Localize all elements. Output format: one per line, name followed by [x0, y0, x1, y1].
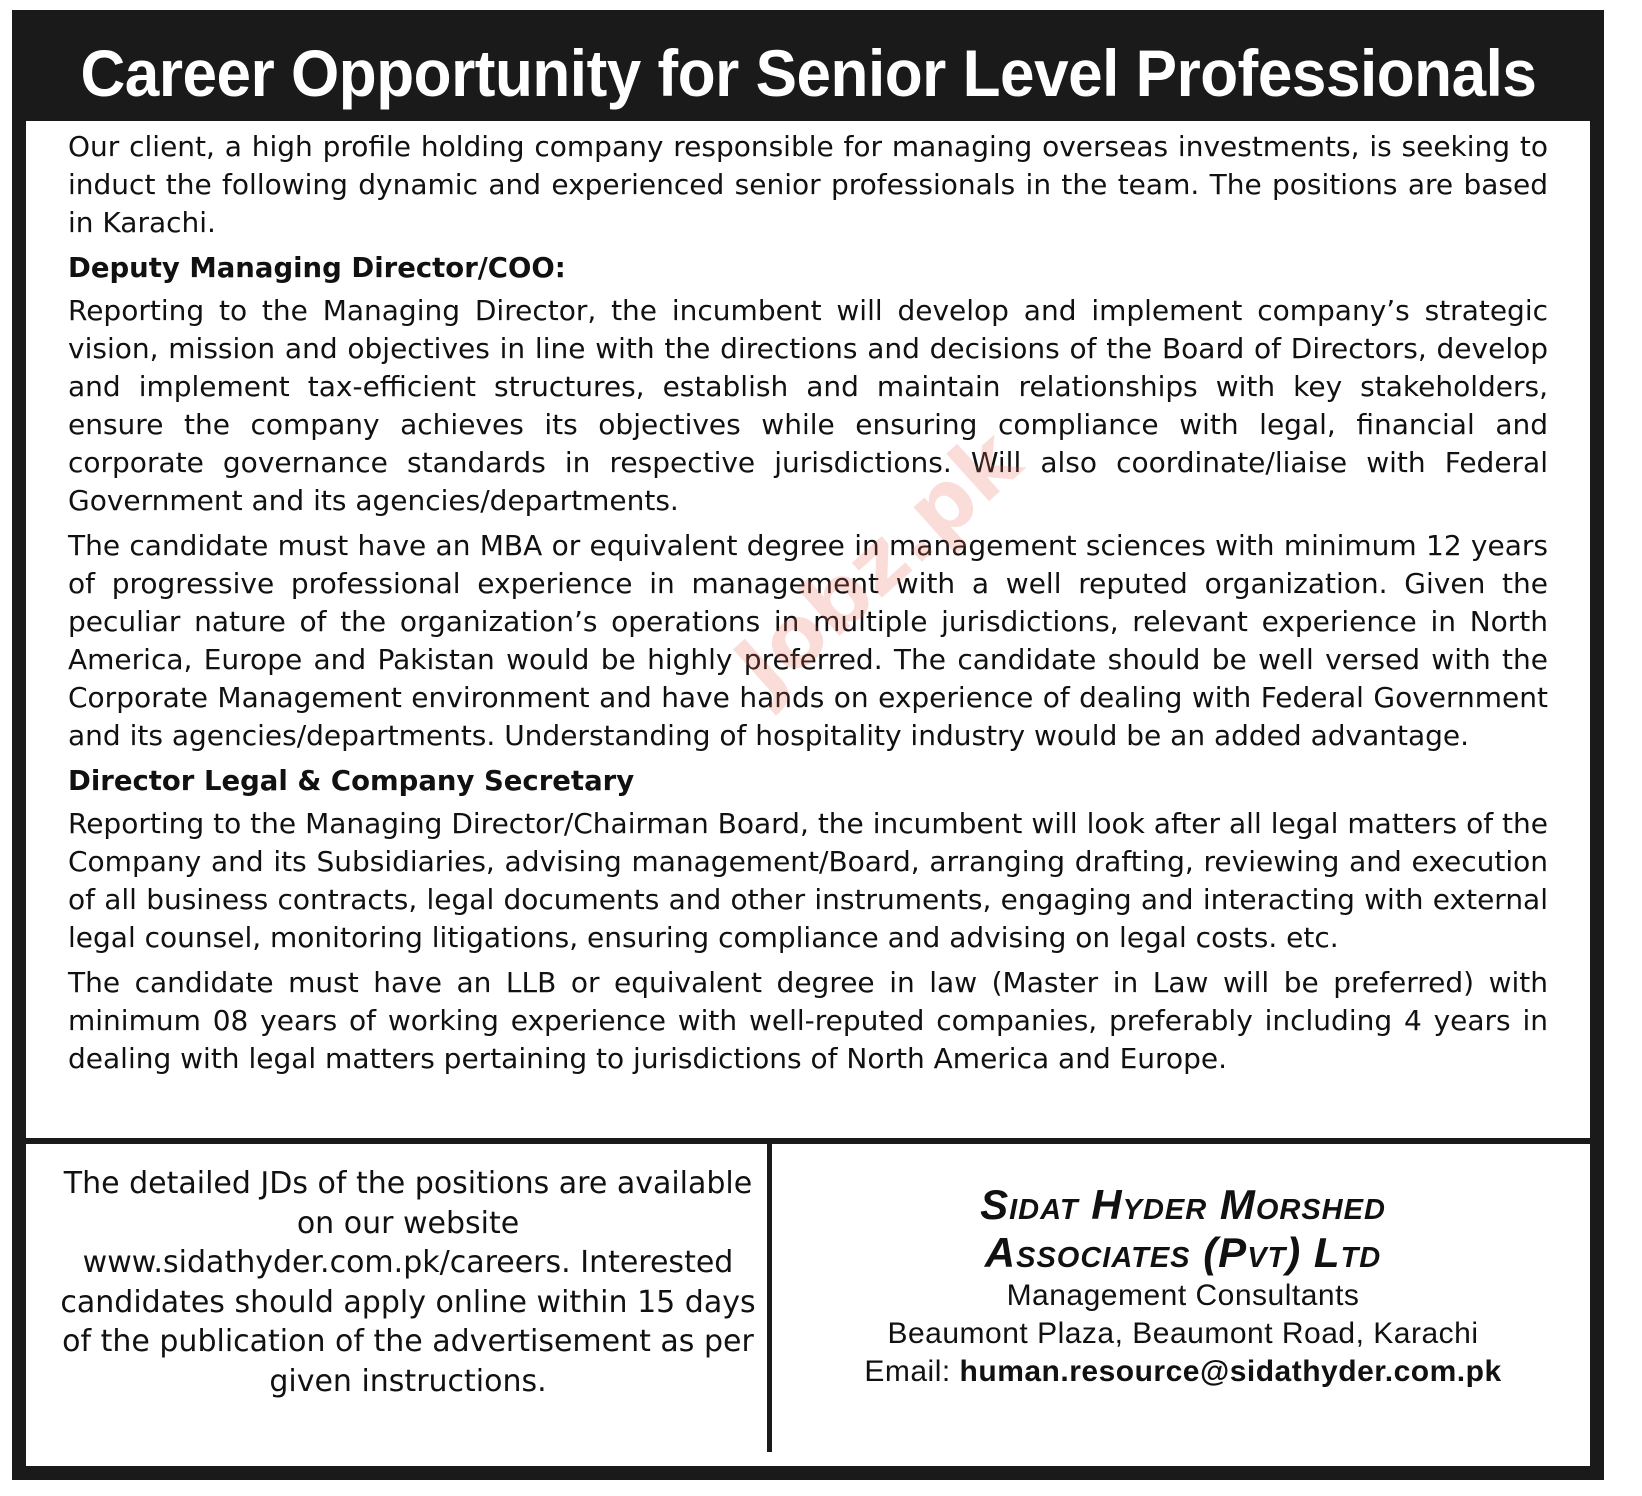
company-name-line-1: Sidat Hyder Morshed — [980, 1181, 1386, 1228]
ad-header — [26, 24, 1590, 121]
position-title-director-legal: Director Legal & Company Secretary — [68, 765, 635, 797]
ad-body — [68, 128, 1548, 1085]
ad-title: Career Opportunity for Senior Level Professionals — [80, 35, 1536, 110]
application-instructions: The detailed JDs of the positions are available on our website www.sidathyder.com.pk/careers. Interested candidates should apply online within 15 days of the publication of the advertisement as per given instructions. — [60, 1166, 756, 1399]
company-tagline: Management Consultants — [1006, 1279, 1360, 1312]
watermark: Jobz.pk — [716, 410, 1039, 715]
position-description: Reporting to the Managing Director, the incumbent will develop and implement company’s strategic vision, mission and objectives in line with the directions and decisions of the Board of Directors, develop and implement tax-efficient structures, establish and maintain relationships with key stakeholders, ensure the company achieves its objectives while ensuring compliance with legal, financial and corporate governance standards in respective jurisdictions. Will also coordinate/liaise with Federal Government and its agencies/departments. — [68, 294, 1548, 517]
email-link[interactable]: human.resource@sidathyder.com.pk — [959, 1355, 1502, 1388]
advertisement-frame — [12, 10, 1604, 1480]
footer-divider-vertical — [767, 1144, 772, 1452]
email-label: Email: — [864, 1355, 951, 1388]
company-contact-block — [776, 1181, 1590, 1391]
company-address: Beaumont Plaza, Beaumont Road, Karachi — [887, 1317, 1479, 1350]
position-title-deputy-md: Deputy Managing Director/COO: — [68, 252, 566, 284]
position-requirements: The candidate must have an MBA or equivalent degree in management sciences with minimum 12 years of progressive professional experience in management with a well reputed organization. Given the peculiar nature of the organization’s operations in multiple jurisdictions, relevant experience in North America, Europe and Pakistan would be highly preferred. The candidate should be well versed with the Corporate Management environment and have hands on experience of dealing with Federal Government and its agencies/departments. Understanding of hospitality industry would be an added advantage. — [68, 529, 1548, 752]
company-name-line-2: Associates (Pvt) Ltd — [984, 1229, 1382, 1276]
company-email-row — [776, 1353, 1590, 1391]
intro-paragraph: Our client, a high profile holding company responsible for managing overseas investments, is seeking to induct the following dynamic and experienced senior professionals in the team. The positions are based in Karachi. — [68, 130, 1548, 239]
footer-divider-horizontal — [26, 1138, 1590, 1144]
position-requirements: The candidate must have an LLB or equivalent degree in law (Master in Law will be preferred) with minimum 08 years of working experience with well-reputed companies, preferably including 4 years in dealing with legal matters pertaining to jurisdictions of North America and Europe. — [68, 966, 1548, 1075]
position-description: Reporting to the Managing Director/Chairman Board, the incumbent will look after all legal matters of the Company and its Subsidiaries, advising management/Board, arranging drafting, reviewing and execution of all business contracts, legal documents and other instruments, engaging and interacting with external legal counsel, monitoring litigations, ensuring compliance and advising on legal costs. etc. — [68, 807, 1548, 954]
